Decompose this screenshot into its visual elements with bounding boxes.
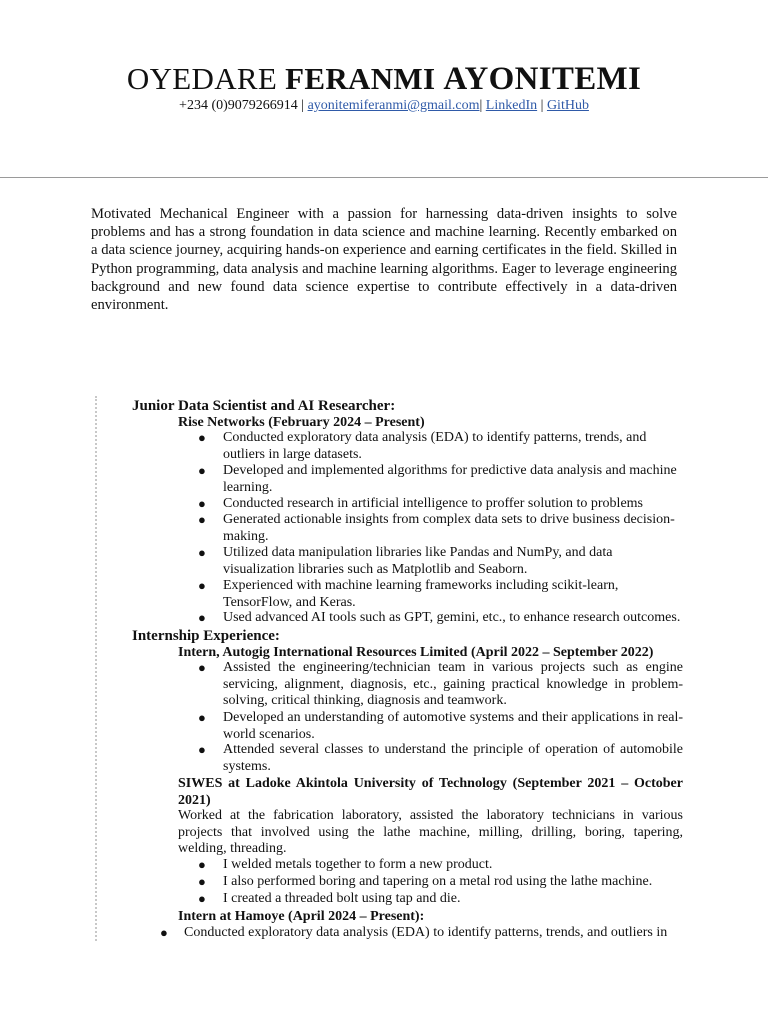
siwes-description: Worked at the fabrication laboratory, assisted the laboratory technicians in various projects that involved using the lathe machine, milling, drilling, boring, tapering, welding, threading. xyxy=(178,808,683,856)
list-item: ● Conducted exploratory data analysis (EDA) to identify patterns, trends, and outliers in large datasets. xyxy=(198,430,647,462)
bullet-icon: ● xyxy=(198,463,206,478)
list-item: ● I also performed boring and tapering on a metal rod using the lathe machine. xyxy=(198,874,653,889)
list-item: ● I created a threaded bolt using tap and die. xyxy=(198,891,461,906)
list-item: ● I welded metals together to form a new product. xyxy=(198,857,493,872)
list-item: ● Attended several classes to understand the principle of operation of automobile systems. xyxy=(198,742,683,774)
section-dotted-border xyxy=(95,396,97,941)
job-org-heading: Intern, Autogig International Resources Limited (April 2022 – September 2022) xyxy=(178,645,654,660)
bullet-icon: ● xyxy=(198,857,206,872)
phone-text: +234 (0)9079266914 | xyxy=(179,98,308,113)
contact-line xyxy=(0,97,768,115)
bullet-icon: ● xyxy=(198,710,206,725)
header-divider xyxy=(0,177,768,178)
bullet-icon: ● xyxy=(198,512,206,527)
name-first: OYEDARE xyxy=(126,61,286,96)
bullet-icon: ● xyxy=(198,578,206,593)
email-link[interactable]: ayonitemiferanmi@gmail.com xyxy=(307,98,480,113)
list-item: ● Used advanced AI tools such as GPT, gemini, etc., to enhance research outcomes. xyxy=(198,610,681,625)
internship-heading: Internship Experience: xyxy=(132,628,280,644)
list-item: ● Developed an understanding of automotive systems and their applications in real-world scenarios. xyxy=(198,710,683,742)
list-item: ● Assisted the engineering/technician team in various projects such as engine servicing, alignment, diagnosis, etc., gaining practical knowledge in problem-solving, critical thinking, diagnosis and teamwork. xyxy=(198,660,683,708)
bullet-icon: ● xyxy=(198,545,206,560)
bullet-icon: ● xyxy=(198,496,206,511)
bullet-icon: ● xyxy=(198,891,206,906)
linkedin-link[interactable]: LinkedIn xyxy=(485,98,538,113)
list-item: ● Experienced with machine learning frameworks including scikit-learn, TensorFlow, and Keras. xyxy=(198,578,619,610)
page-title xyxy=(0,60,768,98)
list-item: ● Generated actionable insights from complex data sets to drive business decision-making. xyxy=(198,512,675,544)
job-org-heading: SIWES at Ladoke Akintola University of Technology (September 2021 – October 2021) xyxy=(178,776,683,808)
list-item: ● Conducted research in artificial intelligence to proffer solution to problems xyxy=(198,496,643,511)
separator: | xyxy=(479,98,486,113)
bullet-icon: ● xyxy=(198,660,206,675)
name-last: AYONITEMI xyxy=(443,61,642,97)
list-item: ● Conducted exploratory data analysis (EDA) to identify patterns, trends, and outliers in xyxy=(160,925,668,940)
bullet-icon: ● xyxy=(198,742,206,757)
bullet-icon: ● xyxy=(198,610,206,625)
summary-paragraph: Motivated Mechanical Engineer with a passion for harnessing data-driven insights to solve problems and has a strong foundation in data science and machine learning. Recently embarked on a data science journey, acquiring hands-on experience and earning certificates in the field. Skilled in Python programming, data analysis and machine learning algorithms. Eager to leverage engineering background and new found data science expertise to contribute effectively in a data-driven environment. xyxy=(91,206,677,314)
separator: | xyxy=(537,98,547,113)
github-link[interactable]: GitHub xyxy=(546,98,589,113)
job-org-heading: Intern at Hamoye (April 2024 – Present): xyxy=(178,909,425,924)
name-middle: FERANMI xyxy=(285,61,444,96)
bullet-icon: ● xyxy=(198,430,206,445)
bullet-icon: ● xyxy=(198,874,206,889)
job-title-heading: Junior Data Scientist and AI Researcher: xyxy=(132,398,396,414)
bullet-icon: ● xyxy=(160,925,168,940)
list-item: ● Developed and implemented algorithms for predictive data analysis and machine learning. xyxy=(198,463,677,495)
list-item: ● Utilized data manipulation libraries like Pandas and NumPy, and data visualization libraries such as Matplotlib and Seaborn. xyxy=(198,545,613,577)
job-org-heading: Rise Networks (February 2024 – Present) xyxy=(178,415,425,430)
